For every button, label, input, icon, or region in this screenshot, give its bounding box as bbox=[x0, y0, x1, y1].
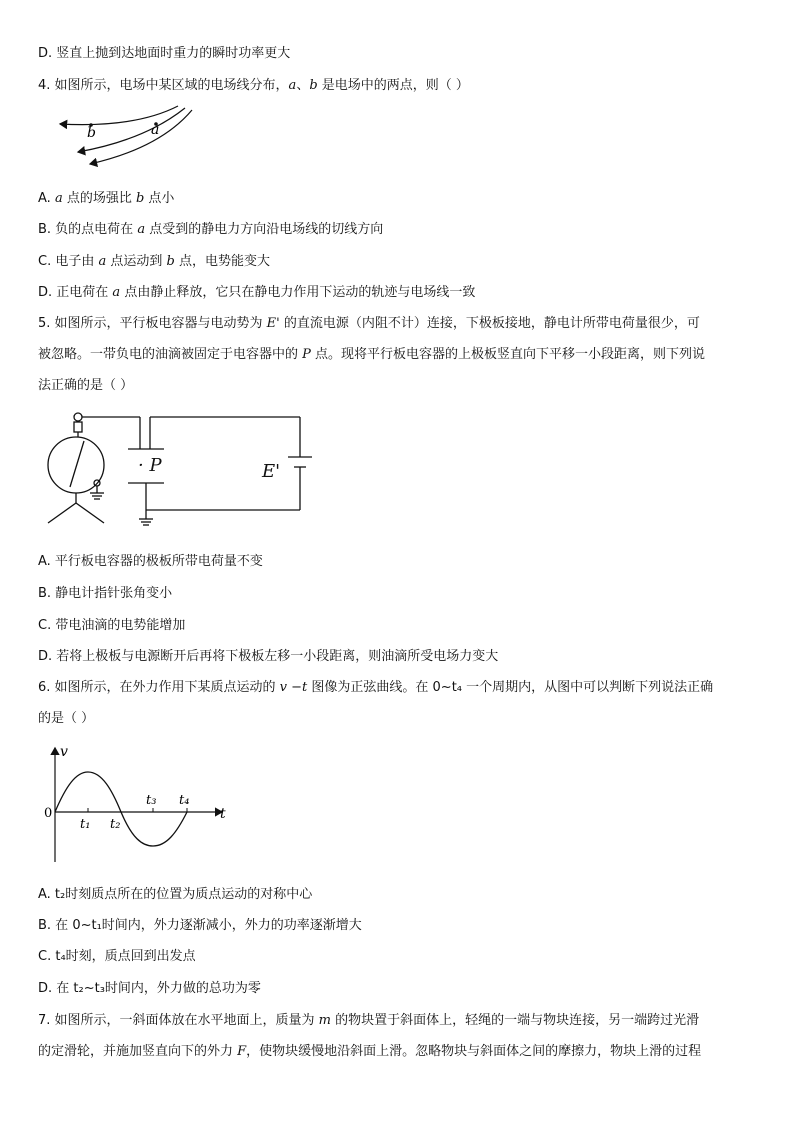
q5-option-a: A. 平行板电容器的极板所带电荷量不变 bbox=[38, 554, 263, 569]
q6-option-c: C. t₄时刻，质点回到出发点 bbox=[38, 949, 196, 964]
q4-option-a: A. a 点的场强比 b 点小 bbox=[38, 191, 175, 206]
q6-option-a: A. t₂时刻质点所在的位置为质点运动的对称中心 bbox=[38, 887, 313, 902]
point-b-label: b bbox=[87, 125, 96, 141]
electroscope-case bbox=[48, 437, 104, 493]
q7-stem-line-2: 的定滑轮，并施加竖直向下的外力 F，使物块缓慢地沿斜面上滑。忽略物块与斜面体之间的摩擦力，物块上滑的过程 bbox=[38, 1044, 702, 1059]
q4-stem: 4. 如图所示，电场中某区域的电场线分布，a、b 是电场中的两点，则（ ） bbox=[38, 78, 469, 93]
t4-label: t₄ bbox=[179, 793, 190, 808]
point-p-label: · P bbox=[138, 455, 162, 476]
vt-graph-figure bbox=[42, 742, 242, 867]
q6-option-d: D. 在 t₂~t₃时间内，外力做的总功为零 bbox=[38, 981, 261, 996]
q5-stem-line-1: 5. 如图所示，平行板电容器与电动势为 E' 的直流电源（内阻不计）连接，下极板接地，静电计所带电荷量很少，可 bbox=[38, 316, 700, 331]
q4-option-c: C. 电子由 a 点运动到 b 点，电势能变大 bbox=[38, 254, 270, 269]
t1-label: t₁ bbox=[80, 817, 91, 832]
q6-option-b: B. 在 0~t₁时间内，外力逐渐减小，外力的功率逐渐增大 bbox=[38, 918, 362, 933]
q6-stem-line-1: 6. 如图所示，在外力作用下某质点运动的 v −t 图像为正弦曲线。在 0~t₄ 一个周期内，从图中可以判断下列说法正确 bbox=[38, 680, 714, 695]
q6-stem-line-2: 的是（ ） bbox=[38, 711, 95, 726]
electroscope-terminal bbox=[74, 413, 82, 421]
q5-option-d: D. 若将上极板与电源断开后再将下极板左移一小段距离，则油滴所受电场力变大 bbox=[38, 649, 499, 664]
field-line-bottom bbox=[90, 110, 192, 164]
q5-option-b: B. 静电计指针张角变小 bbox=[38, 586, 173, 601]
t3-label: t₃ bbox=[146, 793, 157, 808]
q4-option-d: D. 正电荷在 a 点由静止释放，它只在静电力作用下运动的轨迹与电场线一致 bbox=[38, 285, 476, 300]
v-axis-label: v bbox=[60, 744, 68, 760]
electroscope-insulator bbox=[74, 422, 82, 432]
t2-label: t₂ bbox=[110, 817, 121, 832]
q5-stem-line-2: 被忽略。一带负电的油滴被固定于电容器中的 P 点。现将平行板电容器的上极板竖直向下平移一小段距离，则下列说 bbox=[38, 347, 706, 362]
sine-curve bbox=[55, 772, 190, 846]
emf-label: E' bbox=[262, 461, 281, 482]
q4-option-b: B. 负的点电荷在 a 点受到的静电力方向沿电场线的切线方向 bbox=[38, 222, 384, 237]
electric-field-figure bbox=[50, 102, 200, 167]
q3-option-d: D. 竖直上抛到达地面时重力的瞬时功率更大 bbox=[38, 46, 291, 61]
origin-label: 0 bbox=[44, 806, 53, 821]
field-line-top bbox=[60, 106, 178, 125]
point-a-label: a bbox=[151, 122, 160, 138]
q5-stem-line-3: 法正确的是（ ） bbox=[38, 378, 134, 393]
q5-option-c: C. 带电油滴的电势能增加 bbox=[38, 618, 186, 633]
capacitor-circuit-figure bbox=[40, 405, 320, 535]
t-axis-label: t bbox=[220, 806, 226, 822]
electroscope-pointer bbox=[70, 441, 84, 487]
q7-stem-line-1: 7. 如图所示，一斜面体放在水平地面上，质量为 m 的物块置于斜面体上，轻绳的一端与物块连接，另一端跨过光滑 bbox=[38, 1013, 700, 1028]
